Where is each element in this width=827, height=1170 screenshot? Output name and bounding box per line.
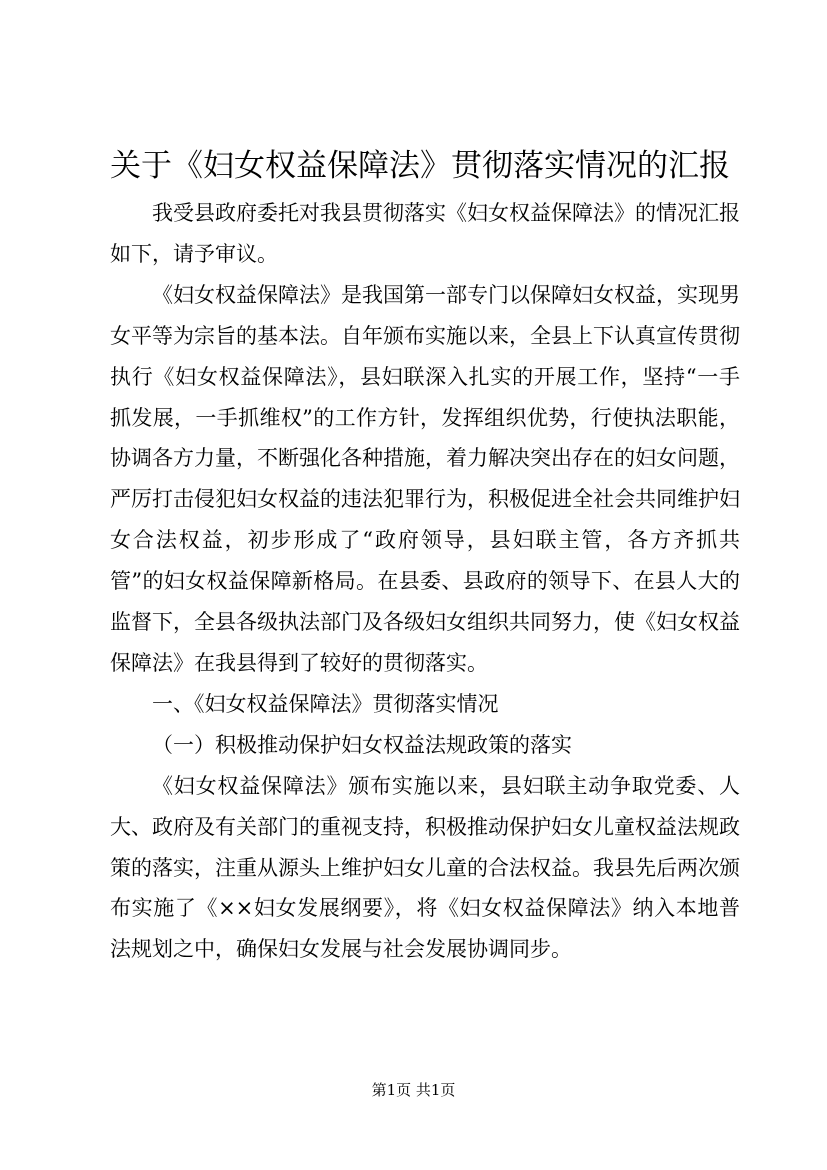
paragraph-intro: 我受县政府委托对我县贯彻落实《妇女权益保障法》的情况汇报如下，请予审议。 [110,201,740,266]
document-body [110,193,740,970]
document-title: 关于《妇女权益保障法》贯彻落实情况的汇报 [110,148,730,184]
subsection-heading: （一）积极推动保护妇女权益法规政策的落实 [152,732,572,757]
paragraph-overview: 《妇女权益保障法》是我国第一部专门以保障妇女权益，实现男女平等为宗旨的基本法。自年颁布实施以来，全县上下认真宣传贯彻执行《妇女权益保障法》，县妇联深入扎实的开展工作，坚持“一手抓发展，一手抓维权”的工作方针，发挥组织优势，行使执法职能，协调各方力量，不断强化各种措施，着力解决突出存在的妇女问题，严厉打击侵犯妇女权益的违法犯罪行为，积极促进全社会共同维护妇女合法权益，初步形成了“政府领导，县妇联主管，各方齐抓共管”的妇女权益保障新格局。在县委、县政府的领导下、在县人大的监督下，全县各级执法部门及各级妇女组织共同努力，使《妇女权益保障法》在我县得到了较好的贯彻落实。 [110,282,740,675]
page-number-footer: 第1页 共1页 [371,1081,456,1099]
paragraph-policy: 《妇女权益保障法》颁布实施以来，县妇联主动争取党委、人大、政府及有关部门的重视支持，积极推动保护妇女儿童权益法规政策的落实，注重从源头上维护妇女儿童的合法权益。我县先后两次颁布实施了《××妇女发展纲要》，将《妇女权益保障法》纳入本地普法规划之中，确保妇女发展与社会发展协调同步。 [110,773,740,962]
section-heading: 一、《妇女权益保障法》贯彻落实情况 [152,691,499,716]
